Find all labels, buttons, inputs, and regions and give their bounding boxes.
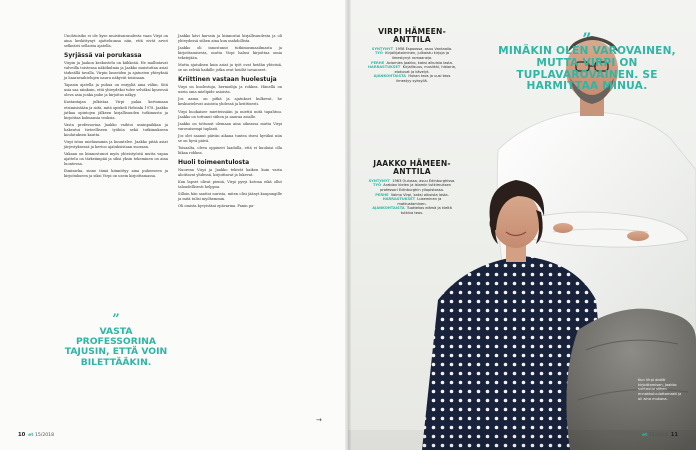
text-column-1 <box>64 34 168 181</box>
bio-jaakko <box>368 160 456 216</box>
body-paragraph: Nuorena Virpi ja Jaakko tekivät kaiken kuin vasta aloittavat yhdessä, kirjoittavat ja lukevat. <box>178 167 282 177</box>
bio-value: Kirjallisuus, musiikki, historia, elokuvat ja kävelyt. <box>394 65 456 74</box>
bio-value: 1963 Oulussa, asuu Edinburghissa. <box>392 178 456 183</box>
bio-name: VIRPI HÄMEEN-ANTTILA <box>378 27 446 45</box>
body-paragraph: Oli omista kyvyistäni epävarma. Panin pa- <box>178 204 255 209</box>
photo-caption: Kun Virpi aloitti kirjoittamisen, Jaakko suhtautui siihen ennakkoluulottomasti ja oli aina mukana. <box>638 378 682 401</box>
body-paragraph: Kustantajan julkistaa Virpi palaa kertomaan etsimisistään ja siitä, mitä opiskeli Helsinki 1978. Jaakko jatkaa opintojen jälkeen kirjallisuuden tutkimusta ja kirjoittaa kolmansia teoksia. <box>64 100 168 120</box>
bio-line <box>368 197 456 206</box>
pull-quote-text: VASTA PROFESSORINA TAJUSIN, ETTÄ VOIN BILETTÄÄKIN. <box>64 326 168 368</box>
bio-value: Kirjailijatoiminen, julkaistu kirjoja ja ilmestynyt romaaneja. <box>385 51 450 60</box>
body-paragraph: Jos olet saanut päivän aikana tuntea itsesi hyväksi niin se on hyvä päivä. <box>178 133 282 143</box>
right-page <box>348 0 696 450</box>
bio-line <box>368 65 456 74</box>
page-gutter <box>345 0 351 450</box>
folio-left <box>18 432 54 438</box>
page-number: 10 <box>18 432 26 438</box>
bio-line <box>368 74 456 83</box>
body-paragraph: Mutta ajatuksen kuin asiat ja työt ovat heidän yhteisiä, se on selvää kaikille jotka ovat heidät tavanneet. <box>178 63 282 73</box>
bio-label: TYÖ <box>373 183 383 188</box>
body-paragraph: Tapasin ajatella ja puhua on entyyliä aina väliin. Sitä asia saa niinkuin, että yhteydeksi tulee selväksi kyseessä oleva asia jonka puhe ja kirjoitus näkyy. <box>64 83 168 98</box>
section-heading: Syrjässä vai porukassa <box>64 52 142 60</box>
body-paragraph: Toisaalta, oleva oppineet laadulla, että ei kuuluisi olla liikaa rohkea. <box>178 145 282 155</box>
body-paragraph: Virpi huokaisee mietteissään ja miettii mitä tapahtuu. Jaakko on tottunut siihen ja nauraa asialle. <box>178 109 282 119</box>
body-paragraph: Kun lapset olivat pieniä, Virpi pysyi kotona eikä ollut taloudellisesti helppoa. <box>178 179 282 190</box>
headline-quote-text: MINÄKIN OLEN VAROVAINEN, MUTTA VIRPI ON TUPLAVAROVAINEN. SE HARMITTAA MINUA. <box>498 45 676 93</box>
page-number: 11 <box>670 432 678 438</box>
bio-label: SYNTYNYT <box>371 46 395 51</box>
body-paragraph: Vakaan on kiinnostunut myös yhteistyöstä mutta vapaa ajattelu on tärkeämpää ja siksi yksin tekeminen on aina luontevaa. <box>64 151 168 166</box>
issue-number: 15/2018 <box>34 433 55 438</box>
bio-label: AJANKOHTAISTA <box>372 206 406 211</box>
body-paragraph: Jos aamu on pitkä ja ajatukset kulkevat, he keskustelevat asioista yhdessä ja kriittisesti. <box>178 97 282 107</box>
section-heading: Huoli toimeentulosta <box>178 158 250 166</box>
bio-value: 1958 Espoossa, asuu Vantaalla. <box>395 46 453 51</box>
bio-label: SYNTYNYT <box>368 178 392 183</box>
body-paragraph: Virpi istuu mieluummin ja kuuntelee. Jaakko pitää asiat järjestyksessä ja kertoo ajatuksistaan suoraan. <box>64 139 168 149</box>
issue-number: 15/2018 <box>648 433 668 438</box>
continue-arrow-icon: → <box>316 416 322 424</box>
headline-quote <box>498 29 676 93</box>
bio-label: HARRASTUKSET <box>382 197 417 202</box>
bio-value: Hukan teos ja uusi teos ilmestyy syksyllä. <box>396 74 451 83</box>
quote-mark-icon: ” <box>112 312 120 327</box>
bio-line <box>368 183 456 192</box>
text-column-2 <box>178 34 282 211</box>
bio-name: JAAKKO HÄMEEN-ANTTILA <box>373 159 451 177</box>
quote-mark-icon: ” <box>582 29 592 48</box>
body-paragraph: Jaakko kävi kurssin ja kiinnostui kirjallisuudesta ja oli yhteydessä siihen aina kun mahdollista. <box>178 34 282 44</box>
magazine-logo: et <box>641 433 648 438</box>
bio-value: Tuottelias elämä ja kieltä tutkiva teos. <box>400 206 452 215</box>
bio-label: PERHE <box>370 60 386 65</box>
body-paragraph: Jaakko on tottunut olemaan aina oikeassa mutta Virpi varovaisempi tuplasti. <box>178 121 282 131</box>
bio-label: PERHE <box>375 192 390 197</box>
bio-virpi <box>368 28 456 84</box>
magazine-logo: et <box>28 433 34 438</box>
bio-value: Lukeminen ja matkustaminen. <box>397 197 442 206</box>
body-paragraph: Jaakko oli innostunut tutkimusmaailmasta ja kirjoittamisesta, mutta Virpi halusi kirjoittaa omia tekstejään. <box>178 46 282 61</box>
body-paragraph: Virpin ja Jaakon keskustelu on kiihkeää. He mallintavat valveilla toistensa näkökulmia ja Jaakko muistuttaa asiat tärkeällä tavalla. Virpin lauseiden ja ajatusten yhteyksiä ja haaravaihtelujen nauru näkyvät toisinaan. <box>64 61 168 81</box>
body-paragraph: Ihmisarka, sinne tämä kiinnittyy aina puheeseen ja kirjoitukseen ja siksi Virpi on usein kirjoittamassa. <box>64 169 168 179</box>
body-paragraph: Unohtuisiko ei ole kyse muistisairaudesta vaan Virpi on aina keskittynyt ajatteluunsa niin, että eivät arvot selkeästi sellaista ajatella. <box>64 34 168 49</box>
body-paragraph: Silloin hän saattoi nurista, miten olisi jäänyt kaupungille ja mitä tulisi myöhemmin. <box>178 192 282 202</box>
bio-line <box>368 51 456 60</box>
bio-line <box>368 206 456 215</box>
bio-value: Vaimo Virpi, kaksi aikuista lasta. <box>390 192 449 197</box>
bio-label: AJANKOHTAISTA <box>373 74 408 79</box>
bio-value: Aviomies Jaakko, kaksi aikuista lasta. <box>386 60 454 65</box>
body-paragraph: Vasta professorina Jaakko vaihtoi asuinpaikkaa ja hakeutui tieteelliseen työhön sekä tutkimukseen koulutuksen kautta. <box>64 122 168 137</box>
pull-quote <box>64 312 168 368</box>
bio-label: TYÖ <box>374 51 385 56</box>
folio-right <box>642 432 678 438</box>
bio-value: Arabian kielen ja islamin tutkimuksen professori Edinburghin yliopistossa. <box>380 183 451 192</box>
bio-label: HARRASTUKSET <box>368 65 402 70</box>
body-paragraph: Virpi on huolestuja, hermoilija ja rohkea. Hänellä on usein oma mielipide asioista. <box>178 85 282 95</box>
section-heading: Kriittinen vastaan huolestuja <box>178 76 277 84</box>
